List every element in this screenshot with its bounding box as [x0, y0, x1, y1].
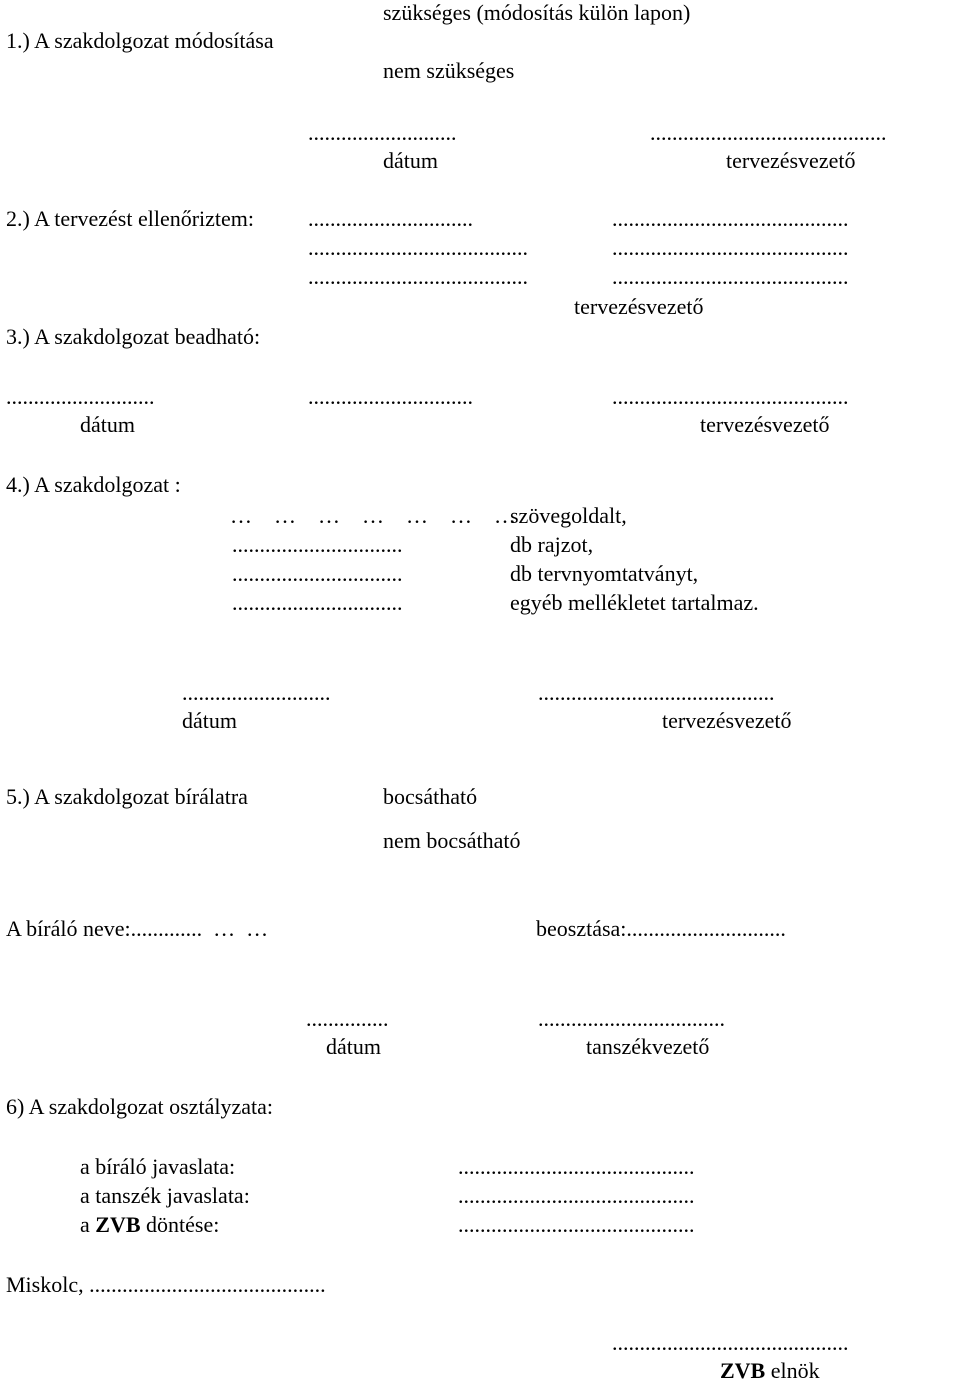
section-2-label: 2.) A tervezést ellenőriztem: — [6, 206, 255, 231]
check-dots-line: .............................. — [308, 206, 473, 231]
signer-label: tanszékvezető — [586, 1034, 710, 1059]
dots-line: … … … … … … … — [230, 503, 516, 528]
signature-dots-line: ........................................... — [650, 120, 887, 145]
modification-not-needed-option: nem szükséges — [383, 58, 515, 83]
design-forms-item: db tervnyomtatványt, — [510, 561, 699, 586]
text-pages-item: szövegoldalt, — [510, 503, 627, 528]
modification-needed-option: szükséges (módosítás külön lapon) — [383, 0, 691, 25]
signer-label: tervezésvezető — [726, 148, 856, 173]
date-label: dátum — [80, 412, 135, 437]
section-4-label: 4.) A szakdolgozat : — [6, 472, 181, 497]
section-5-label: 5.) A szakdolgozat bírálatra — [6, 784, 248, 809]
date-label: dátum — [326, 1034, 381, 1059]
date-dots-line: ............... — [306, 1006, 389, 1031]
not-submittable-option: nem bocsátható — [383, 828, 521, 853]
place-date-line: Miskolc, ........................................... — [6, 1272, 326, 1297]
date-label: dátum — [182, 708, 237, 733]
check-dots-line: ........................................ — [308, 235, 528, 260]
signer-label: tervezésvezető — [574, 294, 704, 319]
section-1-label: 1.) A szakdolgozat módosítása — [6, 28, 274, 53]
signature-dots-line: ........................................... — [538, 680, 775, 705]
department-proposal-label: a tanszék javaslata: — [80, 1183, 250, 1208]
check-dots-line: ........................................... — [612, 264, 849, 289]
reviewer-position-field: beosztása:............................. — [536, 916, 786, 941]
signer-label: tervezésvezető — [700, 412, 830, 437]
committee-chair-label: ZVB elnök — [720, 1358, 820, 1383]
date-dots-line: ........................... — [308, 120, 457, 145]
signature-dots-line: .................................. — [538, 1006, 725, 1031]
dots-line: ............................... — [232, 561, 403, 586]
reviewer-proposal-label: a bíráló javaslata: — [80, 1154, 236, 1179]
check-dots-line: ........................................... — [612, 235, 849, 260]
grade-dots-line: ........................................... — [458, 1183, 695, 1208]
date-dots-line: ........................... — [6, 384, 155, 409]
reviewer-name-field: A bíráló neve:............. … … — [6, 916, 269, 941]
dots-line: .............................. — [308, 384, 473, 409]
grade-dots-line: ........................................... — [458, 1212, 695, 1237]
signer-label: tervezésvezető — [662, 708, 792, 733]
section-6-label: 6) A szakdolgozat osztályzata: — [6, 1094, 273, 1119]
check-dots-line: ........................................... — [612, 206, 849, 231]
dots-line: ............................... — [232, 532, 403, 557]
grade-dots-line: ........................................... — [458, 1154, 695, 1179]
dots-line: ............................... — [232, 590, 403, 615]
signature-dots-line: ........................................... — [612, 1330, 849, 1355]
drawings-item: db rajzot, — [510, 532, 594, 557]
committee-decision-label: a ZVB döntése: — [80, 1212, 220, 1237]
check-dots-line: ........................................ — [308, 264, 528, 289]
signature-dots-line: ........................................... — [612, 384, 849, 409]
other-attachments-item: egyéb mellékletet tartalmaz. — [510, 590, 759, 615]
section-3-label: 3.) A szakdolgozat beadható: — [6, 324, 261, 349]
submittable-option: bocsátható — [383, 784, 478, 809]
date-dots-line: ........................... — [182, 680, 331, 705]
date-label: dátum — [383, 148, 438, 173]
